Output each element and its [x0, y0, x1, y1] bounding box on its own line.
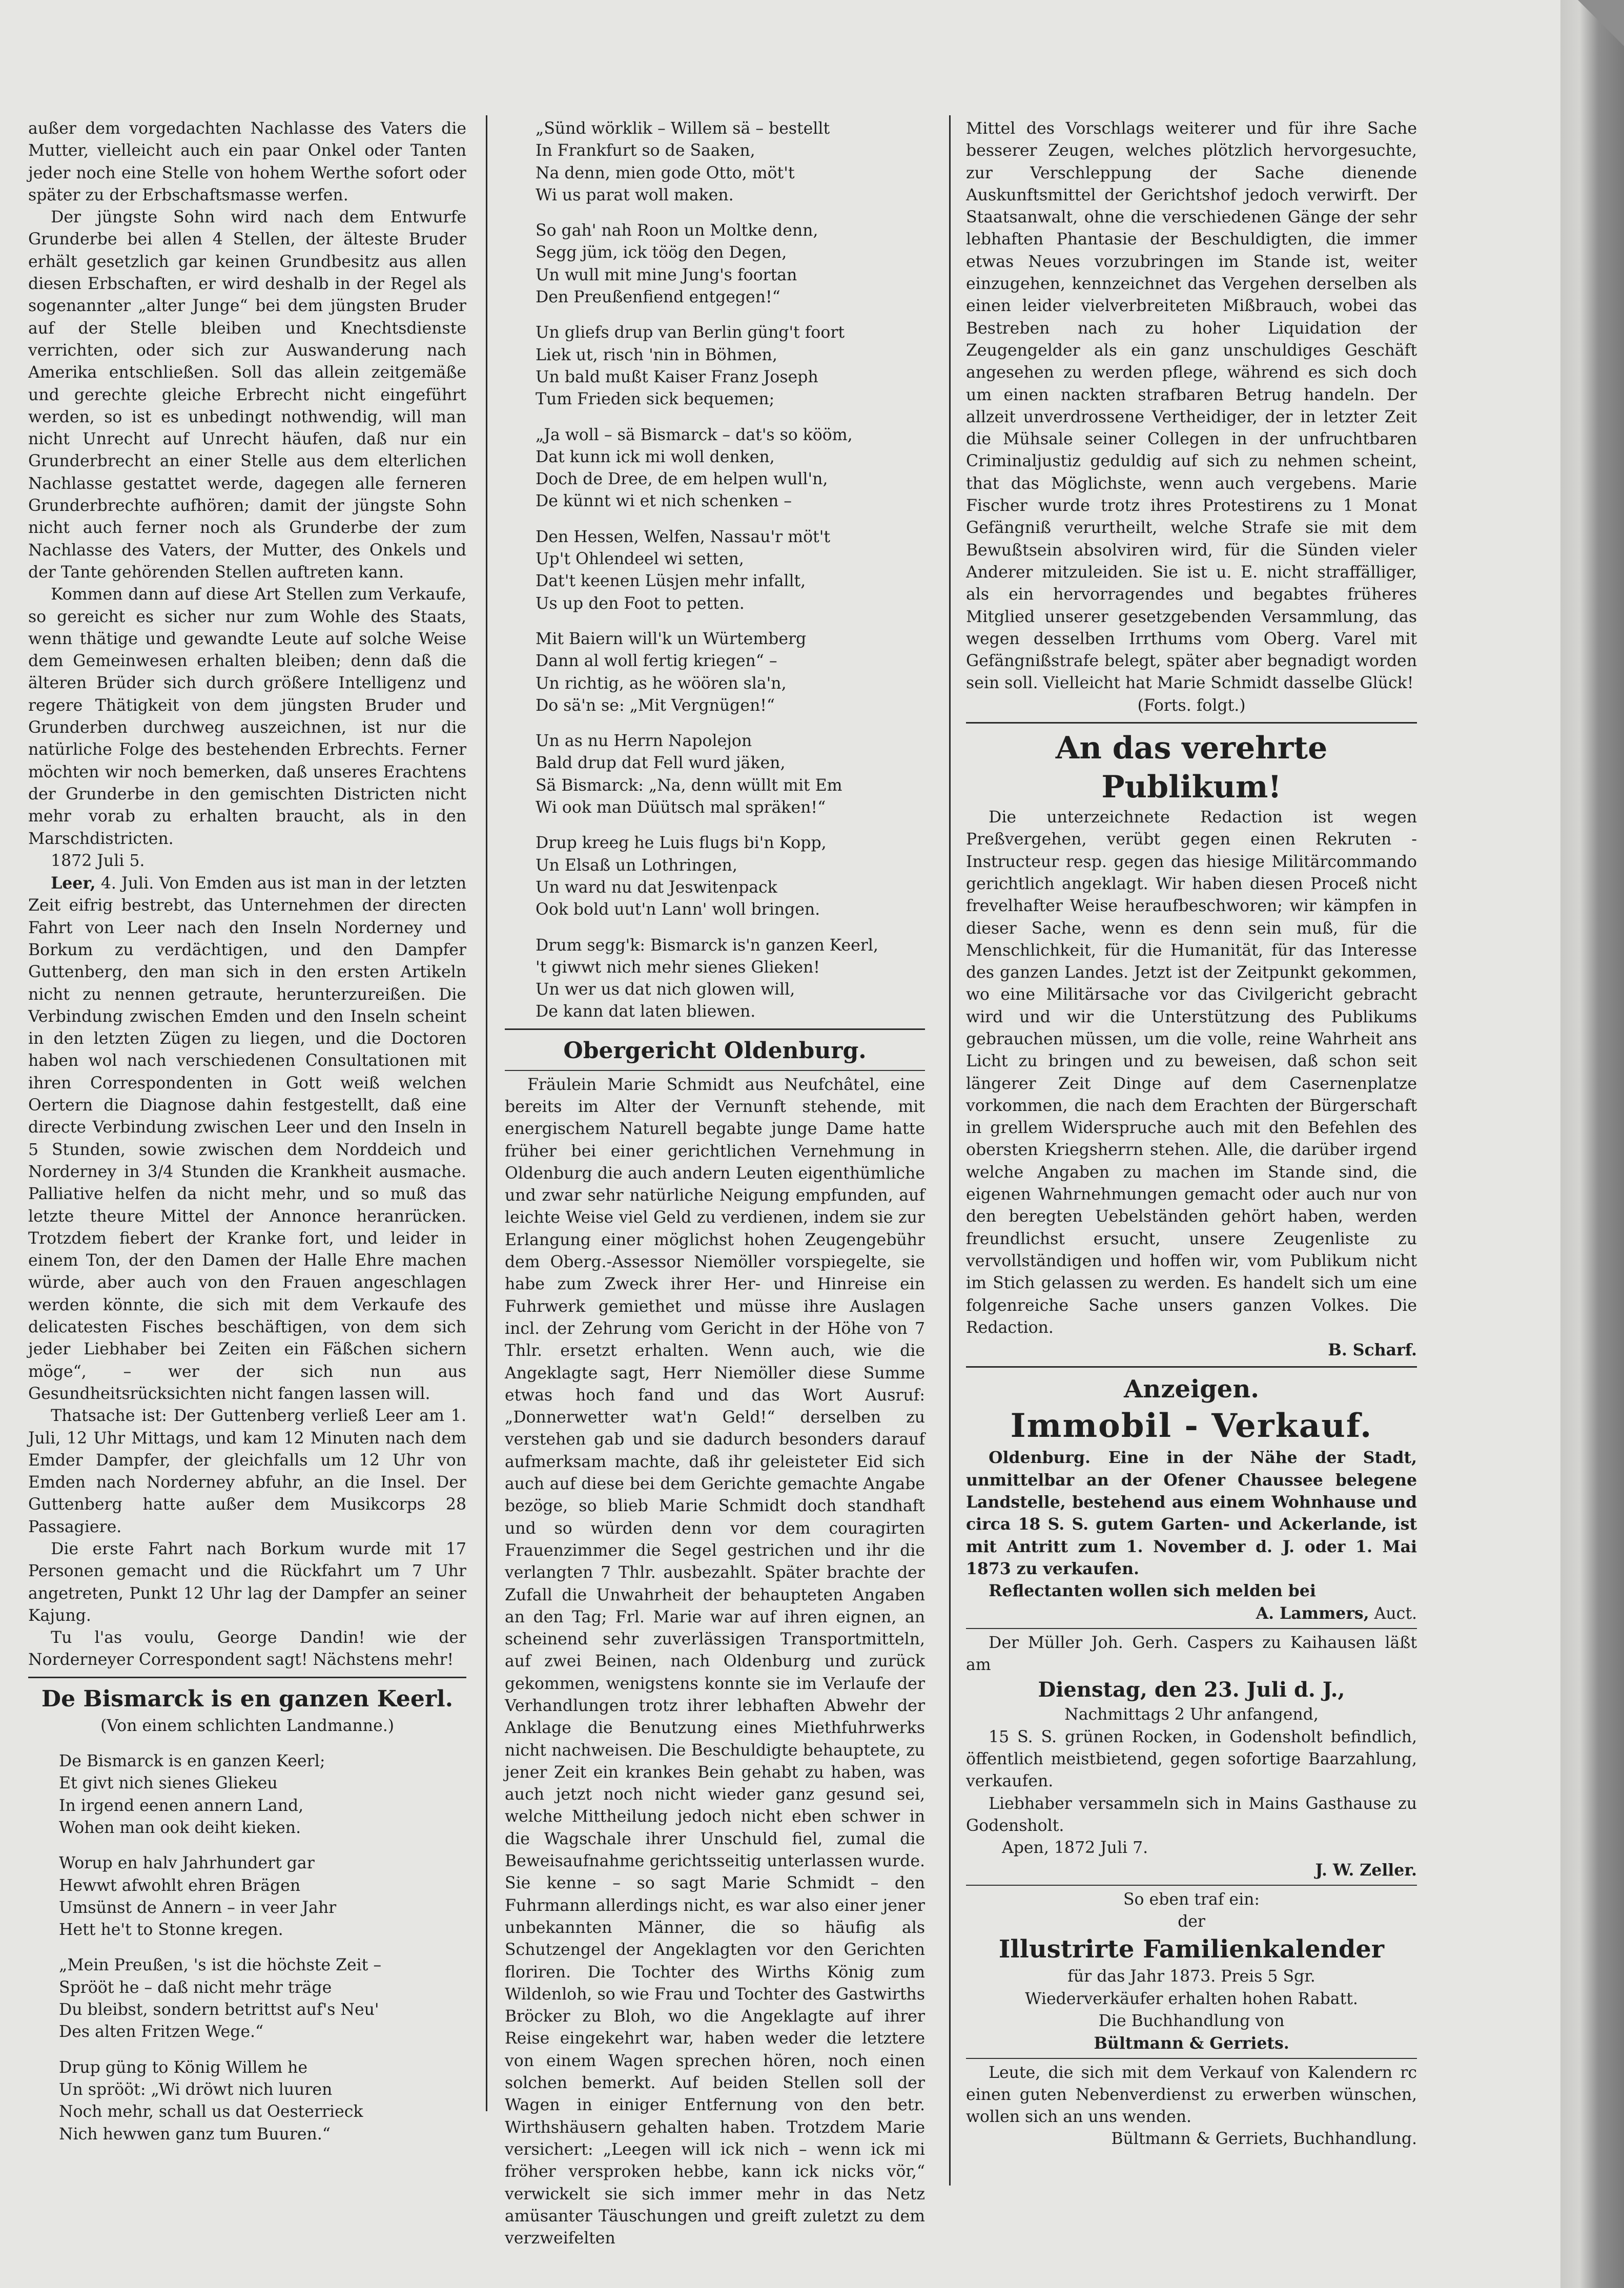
ad-divider [966, 1628, 1417, 1629]
ad-signature-role: Auct. [1369, 1604, 1417, 1623]
ad-divider [966, 1885, 1417, 1886]
article-title: Obergericht Oldenburg. [563, 1037, 867, 1064]
poem-line: Worup en halv Jahrhundert gar [59, 1854, 315, 1873]
notice-title: An das verehrte Publikum! [1055, 730, 1328, 806]
poem-line: Un gliefs drup van Berlin güng't foort [536, 323, 845, 342]
poem-line: Un bald mußt Kaiser Franz Joseph [536, 367, 818, 386]
ad-text: Liebhaber versammeln sich in Mains Gasthause zu Godensholt. [966, 1794, 1417, 1835]
section-divider [28, 1677, 466, 1678]
poem-line: Drup güng to König Willem he [59, 2058, 308, 2077]
poem-line: 't giwwt nich mehr sienes Glieken! [536, 958, 820, 977]
ad-text: für das Jahr 1873. Preis 5 Sgr. [1067, 1967, 1315, 1986]
ad-time: Nachmittags 2 Uhr anfangend, [1064, 1705, 1319, 1724]
poem-line: Un richtig, as he wöören sla'n, [536, 674, 787, 693]
ad-title: Immobil - Verkauf. [1010, 1407, 1373, 1446]
place-name: Leer, [51, 874, 96, 893]
poem-line: Do sä'n se: „Mit Vergnügen!“ [536, 696, 775, 715]
poem-line: Segg jüm, ick töög den Degen, [536, 243, 787, 262]
ad-signature: Bültmann & Gerriets. [1094, 2034, 1289, 2053]
poem-line: Wi ook man Düütsch mal spräken!“ [536, 798, 826, 817]
poem-line: Un wull mit mine Jung's foortan [536, 265, 797, 284]
ad-text: Wiederverkäufer erhalten hohen Rabatt. [1025, 1989, 1358, 2008]
poem-line: „Sünd wörklik – Willem sä – bestellt [536, 119, 830, 138]
poem-line: Un Elsaß un Lothringen, [536, 856, 737, 875]
ad-text: Die Buchhandlung von [1098, 2011, 1285, 2030]
poem-line: In irgend eenen annern Land, [59, 1796, 304, 1815]
poem-line: Umsünst de Annern – in veer Jahr [59, 1898, 337, 1917]
ad-text: Oldenburg. Eine in der Nähe der Stadt, unmittelbar an der Ofener Chaussee belegene Landstelle, bestehend aus einem Wohnhause und circa 18 S. S. gutem Garten- und Ackerlande, ist mit Antritt zum 1. November d. J. oder 1. Mai 1873 zu verkaufen. [966, 1448, 1417, 1578]
news-text: 4. Juli. Von Emden aus ist man in der letzten Zeit eifrig bestrebt, das Unternehmen der directen Fahrt von Leer nach den Inseln Norderney und Borkum zu verdächtigen, und den Dampfer Guttenberg, den man sich in den ersten Artikeln nicht zu nennen getraute, herunterzureißen. Die Verbindung zwischen Emden und den Inseln scheint in den letzten Zügen zu liegen, und die Doctoren haben wol nach verschiedenen Consultationen mit ihren Correspondenten in Gott weiß welchen Oertern die Diagnose dahin festgestellt, daß eine directe Verbindung zwischen Leer und den Inseln in 5 Stunden, sowie zwischen dem Norddeich und Norderney in 3/4 Stunden die Krankheit ausmache. Palliative helfen da nicht mehr, und so muß das letzte theure Mittel der Annonce heranrücken. Trotzdem fiebert der Kranke fort, und leider in einem Ton, der den Damen der Halle Ehre machen würde, aber auch von den Frauen angeschlagen werden könnte, die sich mit dem Verkaufe des delicatesten Fisches beschäftigen, von dem sich jeder Liebhaber bei Zeiten ein Fäßchen sichern möge“, – wer der sich nun aus Gesundheitsrücksichten nicht fangen lassen will. [28, 874, 466, 1403]
ad-signature: Bültmann & Gerriets, Buchhandlung. [1111, 2130, 1417, 2149]
poem-line: Nich hewwen ganz tum Buuren.“ [59, 2125, 331, 2143]
page-corner-fold [1578, 0, 1624, 46]
poem-subtitle: (Von einem schlichten Landmanne.) [100, 1716, 395, 1735]
poem-line: Us up den Foot to petten. [536, 594, 745, 613]
poem-line: Mit Baiern will'k un Würtemberg [536, 629, 807, 648]
column-2 [505, 118, 925, 2250]
notice-text: Die unterzeichnete Redaction ist wegen Preßvergehen, verübt gegen einen Rekruten - Instructeur resp. gegen das hiesige Militärcommando gerichtlich angeklagt. Wir haben diesen Proceß nicht frevelhafter Weise heraufbeschworen; wir kämpfen in dieser Sache, wenn es denn sein muß, für die Menschlichkeit, für die Humanität, für das Interesse des ganzen Landes. Jetzt ist der Zeitpunkt gekommen, wo eine Militärsache vor das Civilgericht gebracht wird und wir die Unterstützung des Publikums gebrauchen müssen, um die volle, reine Wahrheit ans Licht zu bringen und zu beweisen, daß schon seit längerer Zeit Dinge auf dem Casernenplatze vorkommen, die nach dem Erachten der Bürgerschaft in grellem Widerspruche auch mit den Befehlen des obersten Kriegsherrn stehen. Alle, die darüber irgend welche Angaben zu machen im Stande sind, die eigenen Wahrnehmungen gemacht oder auch nur von den beregten Uebelständen gehört haben, werden freundlichst ersucht, unsere Zeugenliste zu vervollständigen und hoffen wir, vom Publikum nicht im Stich gelassen zu werden. Es handelt sich um eine folgenreiche Sache unsers ganzen Volkes. Die Redaction. [966, 808, 1417, 1337]
poem-line: Na denn, mien gode Otto, möt't [536, 163, 795, 182]
poem-line: De Bismarck is en ganzen Keerl; [59, 1752, 325, 1771]
column-rule-1 [486, 115, 487, 2111]
poem-line: Bald drup dat Fell wurd jäken, [536, 754, 786, 773]
poem-title: De Bismarck is en ganzen Keerl. [41, 1685, 454, 1712]
ad-text: So eben traf ein: [1123, 1890, 1260, 1909]
poem-line: Den Preußenfiend entgegen!“ [536, 288, 780, 307]
poem-line: So gah' nah Roon un Moltke denn, [536, 221, 818, 240]
article-continuation: Mittel des Vorschlags weiterer und für ihre Sache besserer Zeugen, welches plötzlich hervorgesuchte, zur Verschleppung der Sache dienende Auskunftsmittel der Gerichtshof jedoch verwirft. Der Staatsanwalt, ohne die verschiedenen Gänge der sehr lebhaften Phantasie der Beschuldigten, die immer etwas Neues vorzubringen im Stande ist, weiter einzugehen, kennzeichnet das Vergehen derselben als einen leider vielverbreiteten Mißbrauch, wobei das Bestreben nach zu hoher Liquidation der Zeugengelder als ein ganz unschuldiges Geschäft angesehen zu werden pflege, während es sich doch um einen nackten strafbaren Betrug handeln. Der allzeit unverdrossene Vertheidiger, der in letzter Zeit die Mühsale seiner Collegen in der unfruchtbaren Criminaljustiz geduldig auf sich zu nehmen scheint, that das Möglichste, wenn auch vergebens. Marie Fischer wurde trotz ihres Protestirens zu 1 Monat Gefängniß verurtheilt, welche Strafe sie mit dem Bewußtsein absolviren wird, für die Sünden vieler Anderer mitzuleiden. Sie ist u. E. nicht straffälliger, als ein hervorragendes und begabtes früheres Mitglied unserer gesetzgebenden Versammlung, das wegen desselben Irrthums vom Oberg. Varel mit Gefängnißstrafe belegt, später aber begnadigt worden sein soll. Vielleicht hat Marie Schmidt dasselbe Glück! [966, 119, 1417, 693]
column-3 [966, 118, 1417, 2151]
poem-line: „Mein Preußen, 's ist die höchste Zeit – [59, 1956, 382, 1975]
paragraph: Die erste Fahrt nach Borkum wurde mit 17 Personen gemacht und die Rückfahrt um 7 Uhr angetreten, Punkt 12 Uhr lag der Dampfer an seiner Kajung. [28, 1540, 466, 1625]
ad-signature [966, 1602, 1417, 1625]
ad-date: Dienstag, den 23. Juli d. J., [1038, 1678, 1345, 1702]
poem-line: Des alten Fritzen Wege.“ [59, 2023, 264, 2042]
poem-line: Dat kunn ick mi woll denken, [536, 447, 775, 466]
poem-line: De künnt wi et nich schenken – [536, 492, 792, 511]
paragraph: Tu l'as voulu, George Dandin! wie der Norderneyer Correspondent sagt! Nächstens mehr! [28, 1629, 466, 1669]
poem-line: Dann al woll fertig kriegen“ – [536, 652, 777, 671]
poem-line: Un ward nu dat Jeswitenpack [536, 878, 777, 897]
article-text: Fräulein Marie Schmidt aus Neufchâtel, eine bereits im Alter der Vernunft stehende, mit energischem Naturell begabte junge Dame hatte früher bei einer gerichtlichen Vernehmung in Oldenburg die auch andern Leuten eigenthümliche und zwar sehr natürliche Neigung empfunden, auf leichte Weise viel Geld zu verdienen, indem sie zur Erlangung einer möglichst hohen Zeugengebühr dem Oberg.-Assessor Niemöller vorspiegelte, sie habe zum Zweck ihrer Her- und Hinreise ein Fuhrwerk gemiethet und müsse ihre Auslagen incl. der Zehrung vom Gericht in der Höhe von 7 Thlr. ersetzt erhalten. Wenn auch, wie die Angeklagte sagt, Herr Niemöller diese Summe etwas hoch fand und das Wort Ausruf: „Donnerwetter wat'n Geld!“ derselben zu verstehen gab und sie dadurch besonders darauf aufmerksam machte, daß ihr geleisteter Eid sich auch auf diese bei dem Gerichte gemachte Angabe bezöge, so blieb Marie Schmidt doch standhaft und so würden denn vor dem couragirten Frauenzimmer die Segel gestrichen und ihr die verlangten 7 Thlr. ausbezahlt. Später brachte der Zufall die Unwahrheit der behaupteten Angaben an den Tag; Frl. Marie war auf ihren eignen, an scheinend sehr zuverlässigen Transportmitteln, auf zwei Beinen, nach Oldenburg und zurück gekommen, wenigstens konnte sie im Verlaufe der Verhandlungen trotz ihrer lebhaften Abwehr der Anklage die Benutzung eines Miethfuhrwerks nicht nachweisen. Die Beschuldigte behauptete, zu jener Zeit ein krankes Bein gehabt zu haben, was auch jetzt noch nicht wieder ganz gesund sei, welche Mittheilung jedoch nicht eben schwer in die Wagschale ihrer Unschuld fiel, zumal die Beweisaufnahme gerichtsseitig unterlassen wurde. Sie kenne – so sagt Marie Schmidt – den Fuhrmann allerdings nicht, es war also einer jener unbekannten Männer, die so häufig als Schutzengel der Angeklagten vor den Gerichten floriren. Die Tochter des Wirths König zum Wildenloh, so wie Frau und Tochter des Gastwirths Bröcker zu Bloh, wo die Angeklagte auf ihrer Reise eingekehrt war, haben weder die letztere von einem Wagen sprechen hören, noch einen solchen bemerkt. Auf beiden Stellen soll der Wagen in einiger Entfernung von den betr. Wirthshäusern gehalten haben. Trotzdem Marie versichert: „Leegen will ick nich – wenn ick mi fröher versproken hebbe, kann ick nicks vör,“ verwickelt sie sich immer mehr in das Netz amüsanter Täuschungen und greift zuletzt zu dem verzweifelten [505, 1075, 925, 2248]
section-divider [966, 1366, 1417, 1368]
poem [28, 1750, 466, 2146]
poem-line: Un wer us dat nich glowen will, [536, 980, 795, 999]
page-edge [1560, 0, 1624, 2288]
poem-line: Den Hessen, Welfen, Nassau'r möt't [536, 527, 831, 546]
poem-continued [505, 118, 925, 1023]
poem-line: Hewwt afwohlt ehren Brägen [59, 1876, 301, 1895]
title-rule [505, 1070, 925, 1071]
paragraph: Kommen dann auf diese Art Stellen zum Verkaufe, so gereicht es sicher nur zum Wohle des Staats, wenn thätige und gewandte Leute auf solche Weise dem Gemeinwesen erhalten bleiben; denn daß die älteren Brüder sich durch größere Intelligenz und regere Thätigkeit von dem jüngsten Bruder und Grunderben durchweg auszeichnen, ist nur die natürliche Folge des bestehenden Erbrechts. Ferner möchten wir noch bemerken, daß unseres Erachtens der Grunderbe in den gemischten Districten nicht mehr vorab zu erhalten braucht, als in den Marschdistricten. [28, 585, 466, 848]
poem-line: „Ja woll – sä Bismarck – dat's so kööm, [536, 425, 853, 444]
ad-text: der [1178, 1912, 1205, 1931]
column-1 [28, 118, 466, 2146]
ad-book-title: Illustrirte Familienkalender [998, 1935, 1385, 1964]
ad-signature-name: A. Lammers, [1256, 1603, 1369, 1623]
section-divider [505, 1028, 925, 1030]
poem-line: Un sprööt: „Wi dröwt nich luuren [59, 2080, 333, 2099]
poem-line: In Frankfurt so de Saaken, [536, 141, 755, 160]
poem-line: Wohen man ook deiht kieken. [59, 1818, 301, 1837]
ad-text: Der Müller Joh. Gerh. Caspers zu Kaihausen läßt am [966, 1633, 1417, 1675]
paragraph: Der jüngste Sohn wird nach dem Entwurfe Grunderbe bei allen 4 Stellen, der älteste Bruder erhält gesetzlich gar keinen Grundbesitz aus allen diesen Erbschaften, er wird deshalb in der Regel als sogenannter „alter Junge“ bei dem jüngsten Bruder auf der Stelle bleiben und Knechtsdienste verrichten, oder sich zur Auswanderung nach Amerika entschließen. Soll das allein zeitgemäße und gerechte gleiche Erbrecht nicht eingeführt werden, so ist es unbedingt nothwendig, will man nicht Unrecht auf Unrecht häufen, daß nur ein Grunderbrecht an einer Stelle aus dem elterlichen Nachlasse gestattet werde, dagegen alle ferneren Grunderbrechte aufhören; damit der jüngste Sohn nicht auch ferner noch als Grunderbe der zum Nachlasse des Vaters, der Mutter, des Onkels und der Tante gehörenden Stellen auftreten kann. [28, 208, 466, 582]
poem-line: Wi us parat woll maken. [536, 185, 734, 204]
ad-divider [966, 2058, 1417, 2059]
column-rule-2 [949, 115, 951, 2186]
poem-line: Hett he't to Stonne kregen. [59, 1921, 283, 1940]
ad-text: Reflectanten wollen sich melden bei [989, 1581, 1316, 1601]
poem-line: Et givt nich sienes Gliekeu [59, 1774, 278, 1793]
poem-line: De kann dat laten bliewen. [536, 1002, 756, 1021]
news-item-leer [28, 872, 466, 1405]
ad-text: Leute, die sich mit dem Verkauf von Kalendern rc einen guten Nebenverdienst zu erwerben wünschen, wollen sich an uns wenden. [966, 2063, 1417, 2127]
poem-line: Du bleibst, sondern betrittst auf's Neu' [59, 2001, 379, 2019]
ad-signature: J. W. Zeller. [1315, 1861, 1417, 1880]
poem-line: Dat't keenen Lüsjen mehr infallt, [536, 572, 806, 591]
poem-line: Sä Bismarck: „Na, denn wüllt mit Em [536, 776, 842, 795]
paragraph: außer dem vorgedachten Nachlasse des Vaters die Mutter, vielleicht auch ein paar Onkel oder Tanten jeder noch eine Stelle von hohem Werthe sofort oder später zu der Erbschaftsmasse werfen. [28, 119, 466, 204]
poem-line: Sprööt he – daß nicht mehr träge [59, 1978, 332, 1997]
poem-line: Drup kreeg he Luis flugs bi'n Kopp, [536, 834, 827, 853]
poem-line: Un as nu Herrn Napolejon [536, 732, 752, 751]
poem-line: Doch de Dree, de em helpen wull'n, [536, 470, 828, 489]
paragraph: Thatsache ist: Der Guttenberg verließ Leer am 1. Juli, 12 Uhr Mittags, und kam 12 Minuten nach dem Emder Dampfer, der gleichfalls um 12 Uhr von Emden nach Norderney abfuhr, an die Insel. Der Guttenberg hatte außer dem Musikcorps 28 Passagiere. [28, 1407, 466, 1536]
poem-line: Tum Frieden sick bequemen; [536, 390, 775, 409]
ad-text: 15 S. S. grünen Rocken, in Godensholt befindlich, öffentlich meistbietend, gegen sofortige Baarzahlung, verkaufen. [966, 1727, 1417, 1791]
continued-note: (Forts. folgt.) [1137, 696, 1246, 715]
notice-signature: B. Scharf. [1328, 1341, 1417, 1360]
ad-place: Apen, 1872 Juli 7. [1002, 1839, 1148, 1858]
poem-line: Up't Ohlendeel wi setten, [536, 550, 744, 569]
dateline: 1872 Juli 5. [51, 851, 145, 870]
section-divider [966, 722, 1417, 724]
poem-line: Ook bold uut'n Lann' woll bringen. [536, 900, 820, 919]
poem-line: Noch mehr, schall us dat Oesterrieck [59, 2103, 363, 2121]
poem-line: Drum segg'k: Bismarck is'n ganzen Keerl, [536, 936, 878, 955]
ads-heading: Anzeigen. [1124, 1375, 1259, 1404]
poem-line: Liek ut, risch 'nin in Böhmen, [536, 345, 777, 364]
